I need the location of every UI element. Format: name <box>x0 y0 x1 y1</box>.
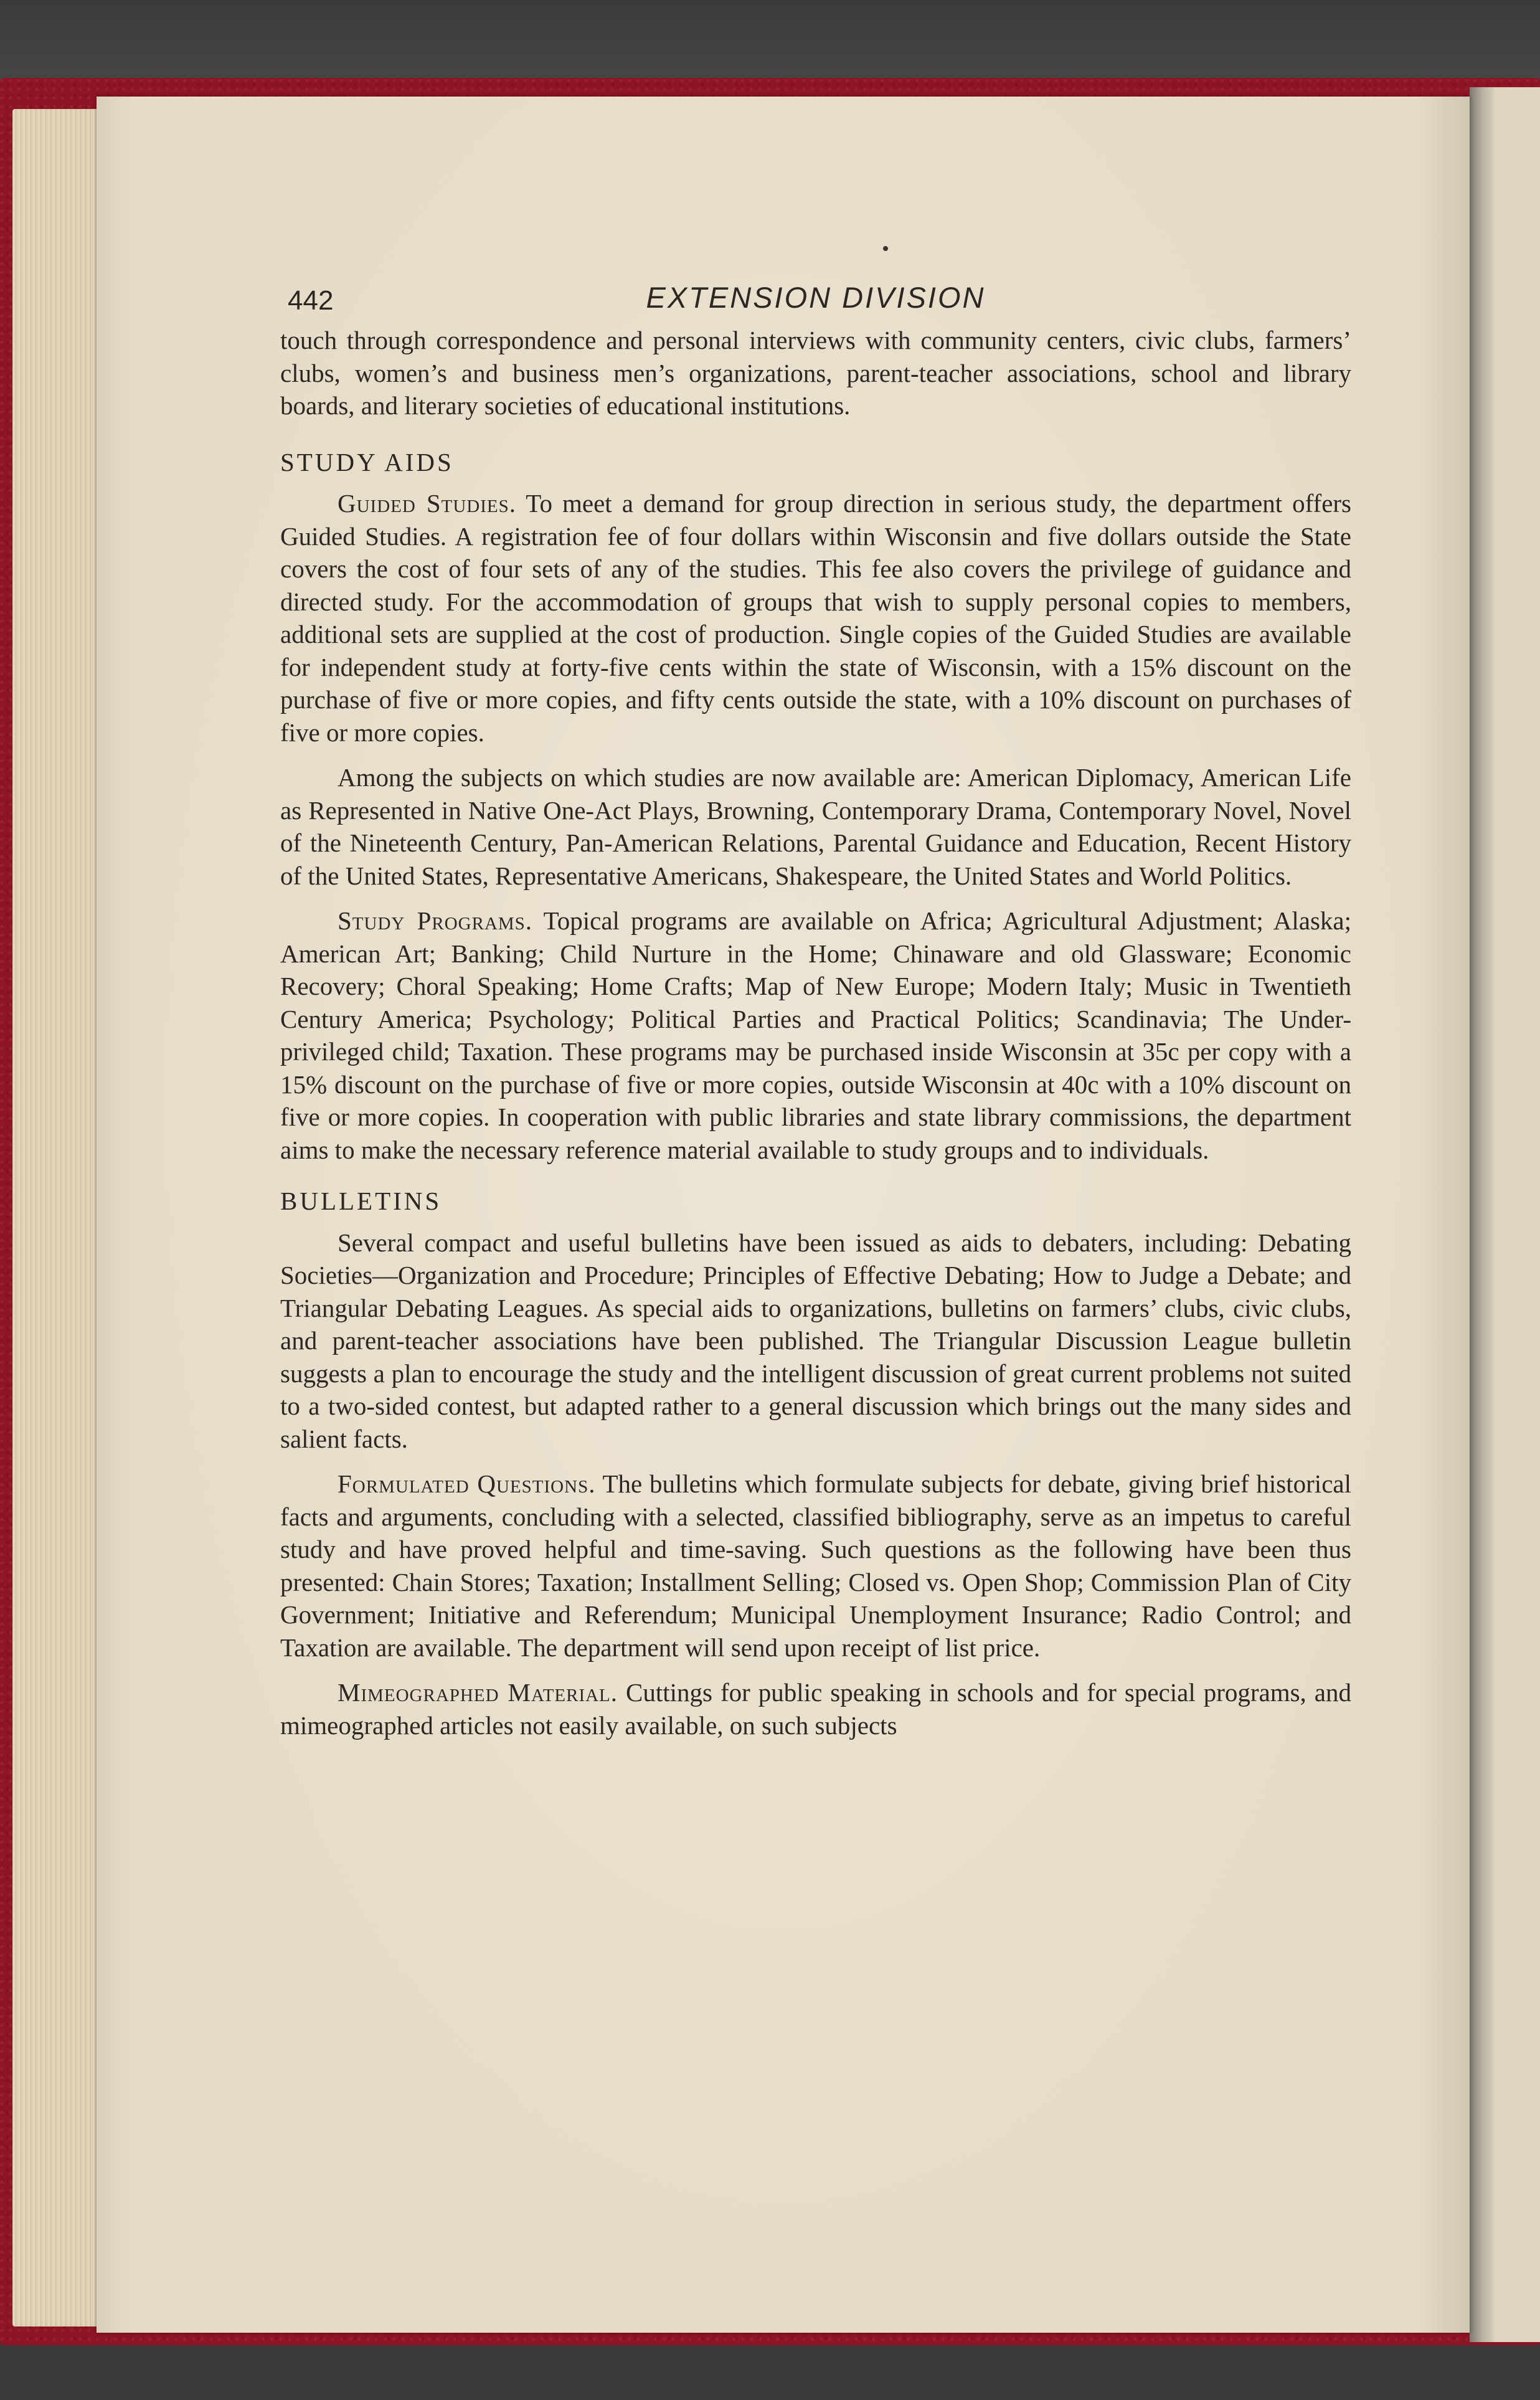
paragraph-lead: Study Programs. <box>338 906 533 935</box>
paragraph-text: The bulletins which formulate subjects for debate, giving brief historical facts and arguments, concluding with a selected, classified bibliography, serve as an impetus to careful study and have proved helpful and time-saving. Such questions as the following have been thus presented: Chain Stores; Taxation; Installment Selling; Closed vs. Open Shop; Commission Plan of City Government; Initiative and Referendum; Municipal Unemployment Insurance; Radio Control; and Taxation are available. The department will send upon receipt of list price. <box>280 1469 1351 1662</box>
body-text <box>280 324 1351 1742</box>
paragraph-text: Topical programs are available on Africa; Agricultural Adjustment; Alaska; American Art; Banking; Child Nurture in the Home; Chinaware and old Glassware; Economic Recovery; Choral Speaking; Home Crafts; Map of New Europe; Modern Italy; Music in Twentieth Century America; Psychology; Political Parties and Practical Politics; Scandinavia; The Under-privileged child; Taxation. These programs may be purchased inside Wisconsin at 35c per copy with a 15% discount on the purchase of five or more copies, outside Wisconsin at 40c with a 10% discount on five or more copies. In cooperation with public libraries and state library commissions, the department aims to make the necessary reference material available to study groups and to individuals. <box>280 906 1352 1164</box>
page-content <box>280 280 1351 1742</box>
study-programs-paragraph <box>280 904 1351 1166</box>
section-heading-bulletins: BULLETINS <box>280 1187 442 1215</box>
subjects-paragraph: Among the subjects on which studies are now available are: American Diplomacy, American Life as Represented in Native One-Act Plays, Browning, Contemporary Drama, Contemporary Novel, Novel of the Nineteenth Century, Pan-American Relations, Parental Guidance and Education, Recent History of the United States, Representative Americans, Shakespeare, the United States and World Politics. <box>280 763 1351 890</box>
bulletins-overview-paragraph: Several compact and useful bulletins have been issued as aids to debaters, including: Debating Societies—Organization and Procedure; Principles of Effective Debating; How to Judge a Debate; and Triangular Debating Leagues. As special aids to organizations, bulletins on farmers’ clubs, civic clubs, and parent-teacher associations have been published. The Triangular Discussion League bulletin suggests a plan to encourage the study and the intelligent discussion of great current problems not suited to a two-sided contest, but adapted rather to a general discussion which brings out the many sides and salient facts. <box>280 1228 1351 1453</box>
section-heading-study-aids: STUDY AIDS <box>280 447 454 477</box>
print-mark <box>883 246 888 251</box>
book-gutter <box>1470 87 1495 2342</box>
running-head <box>280 280 1351 324</box>
paragraph-text: To meet a demand for group direction in serious study, the department offers Guided Studies. A registration fee of four dollars within Wisconsin and five dollars outside the State covers the cost of four sets of any of the studies. This fee also covers the privilege of guidance and directed study. For the accommodation of groups that wish to supply personal copies to members, additional sets are supplied at the cost of production. Single copies of the Guided Studies are available for independent study at forty-five cents within the state of Wisconsin, with a 15% discount on the purchase of five or more copies, and fifty cents outside the state, with a 10% discount on purchases of five or more copies. <box>280 489 1352 747</box>
adjacent-page-edge <box>1495 87 1540 2342</box>
paragraph-text: Cuttings for public speaking in schools and for special programs, and mimeographed articles not easily available, on such subjects <box>280 1678 1351 1740</box>
page-edges <box>12 109 106 2326</box>
running-title: EXTENSION DIVISION <box>646 281 986 314</box>
paragraph-lead: Formulated Questions. <box>338 1469 596 1498</box>
formulated-questions-paragraph <box>280 1468 1351 1664</box>
guided-studies-paragraph <box>280 487 1351 749</box>
page-number: 442 <box>288 285 334 316</box>
intro-paragraph: touch through correspondence and personal interviews with community centers, civic clubs, farmers’ clubs, women’s and business men’s organizations, parent-teacher associations, school and library boards, and literary societies of educational institutions. <box>280 326 1351 420</box>
paragraph-lead: Guided Studies. <box>338 489 516 518</box>
mimeographed-material-paragraph <box>280 1676 1351 1742</box>
paragraph-lead: Mimeographed Material. <box>338 1678 618 1707</box>
